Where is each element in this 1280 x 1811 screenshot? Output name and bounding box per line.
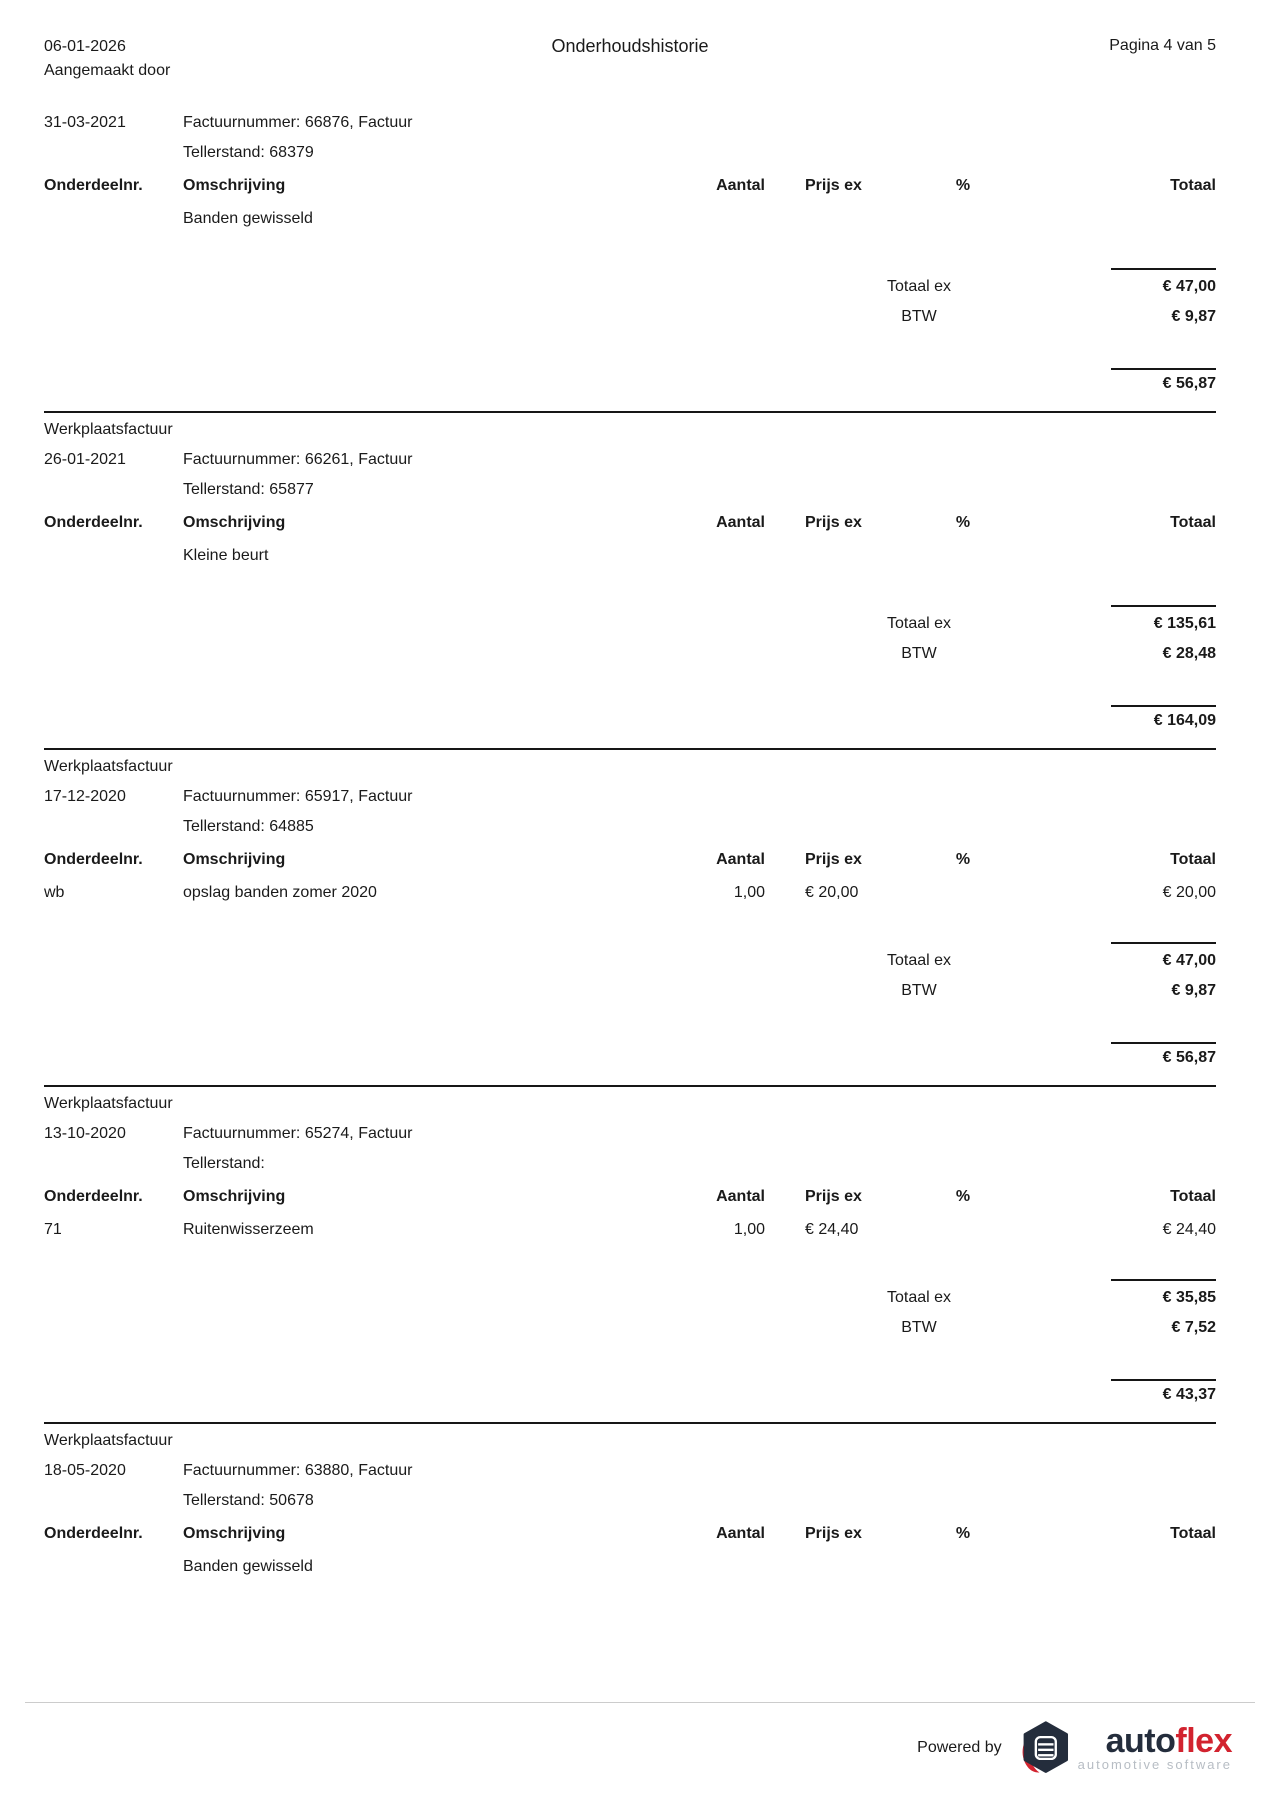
- table-header-row: [44, 1179, 1216, 1215]
- page-title: Onderhoudshistorie: [551, 36, 709, 56]
- brand-tagline: automotive software: [1077, 1756, 1232, 1772]
- col-onderdeelnr: Onderdeelnr.: [44, 1188, 143, 1205]
- btw-row: [44, 1313, 1216, 1343]
- col-omschrijving: Omschrijving: [183, 851, 286, 868]
- col-pct: %: [955, 177, 971, 194]
- invoice-block: [44, 748, 1216, 1085]
- item-aantal: [600, 204, 765, 234]
- invoice-block: [44, 1085, 1216, 1422]
- table-row: [44, 1215, 1216, 1245]
- col-totaal: Totaal: [1170, 514, 1216, 531]
- btw-row: [44, 976, 1216, 1006]
- total-ex-row: [44, 1283, 1216, 1313]
- item-prijs-ex: [765, 1552, 893, 1582]
- grand-total-row: [44, 1381, 1216, 1409]
- btw-amount: € 9,87: [1171, 982, 1216, 999]
- item-omschrijving: Ruitenwisserzeem: [183, 1221, 314, 1238]
- invoice-date: 31-03-2021: [44, 114, 126, 131]
- col-totaal: Totaal: [1170, 177, 1216, 194]
- invoice-number-line: Factuurnummer: 65274, Factuur: [183, 1125, 413, 1142]
- table-header-row: [44, 1516, 1216, 1552]
- item-aantal: [600, 541, 765, 571]
- item-prijs-ex: [765, 541, 893, 571]
- invoice-meta-row: [44, 812, 1216, 842]
- odometer-line: Tellerstand: 64885: [183, 818, 314, 835]
- col-prijs-ex: Prijs ex: [805, 851, 862, 868]
- col-aantal: Aantal: [716, 851, 765, 868]
- item-totaal: [1033, 541, 1216, 571]
- total-ex-amount: € 135,61: [1153, 615, 1216, 632]
- item-onderdeelnr: 71: [44, 1221, 62, 1238]
- col-totaal: Totaal: [1170, 1525, 1216, 1542]
- col-omschrijving: Omschrijving: [183, 1525, 286, 1542]
- werkplaatsfactuur-label: Werkplaatsfactuur: [44, 758, 173, 775]
- invoice-meta-row: [44, 782, 1216, 812]
- btw-label: BTW: [901, 645, 937, 662]
- odometer-line: Tellerstand: 50678: [183, 1492, 314, 1509]
- item-pct: [893, 541, 1033, 571]
- brand-wordmark: [1105, 1721, 1232, 1760]
- item-pct: [893, 878, 1033, 908]
- invoice-meta-row: [44, 108, 1216, 138]
- total-ex-label: Totaal ex: [886, 952, 952, 969]
- werkplaatsfactuur-label: Werkplaatsfactuur: [44, 1095, 173, 1112]
- invoice-meta-row: [44, 1149, 1216, 1179]
- invoice-meta-row: [44, 1456, 1216, 1486]
- grand-total-amount: € 56,87: [1162, 375, 1216, 392]
- item-totaal: € 20,00: [1162, 884, 1216, 901]
- item-omschrijving: Kleine beurt: [183, 547, 269, 564]
- col-aantal: Aantal: [716, 177, 765, 194]
- invoice-number-line: Factuurnummer: 63880, Factuur: [183, 1462, 413, 1479]
- odometer-line: Tellerstand: 68379: [183, 144, 314, 161]
- col-onderdeelnr: Onderdeelnr.: [44, 177, 143, 194]
- item-pct: [893, 1552, 1033, 1582]
- table-row: [44, 1552, 1216, 1582]
- werkplaatsfactuur-label: Werkplaatsfactuur: [44, 421, 173, 438]
- col-totaal: Totaal: [1170, 1188, 1216, 1205]
- totals-divider: [1111, 1279, 1216, 1281]
- grand-total-amount: € 43,37: [1162, 1386, 1216, 1403]
- col-onderdeelnr: Onderdeelnr.: [44, 514, 143, 531]
- col-prijs-ex: Prijs ex: [805, 1525, 862, 1542]
- btw-amount: € 7,52: [1171, 1319, 1216, 1336]
- totals-divider: [1111, 605, 1216, 607]
- invoice-number-line: Factuurnummer: 66261, Factuur: [183, 451, 413, 468]
- item-omschrijving: opslag banden zomer 2020: [183, 884, 377, 901]
- total-ex-amount: € 47,00: [1162, 952, 1216, 969]
- invoice-meta-row: [44, 1486, 1216, 1516]
- grand-total-row: [44, 370, 1216, 398]
- page-header: [44, 0, 1216, 106]
- col-omschrijving: Omschrijving: [183, 1188, 286, 1205]
- col-pct: %: [955, 851, 971, 868]
- col-aantal: Aantal: [716, 1525, 765, 1542]
- col-prijs-ex: Prijs ex: [805, 1188, 862, 1205]
- col-onderdeelnr: Onderdeelnr.: [44, 851, 143, 868]
- item-pct: [893, 204, 1033, 234]
- item-prijs-ex: € 20,00: [805, 884, 859, 901]
- autoflex-hexagon-icon: [1015, 1719, 1073, 1777]
- col-prijs-ex: Prijs ex: [805, 177, 862, 194]
- btw-label: BTW: [901, 982, 937, 999]
- item-prijs-ex: [765, 204, 893, 234]
- col-onderdeelnr: Onderdeelnr.: [44, 1525, 143, 1542]
- total-ex-label: Totaal ex: [886, 278, 952, 295]
- col-aantal: Aantal: [716, 1188, 765, 1205]
- total-ex-amount: € 35,85: [1162, 1289, 1216, 1306]
- invoice-meta-row: [44, 445, 1216, 475]
- table-row: [44, 204, 1216, 234]
- odometer-line: Tellerstand:: [183, 1155, 265, 1172]
- total-ex-label: Totaal ex: [886, 1289, 952, 1306]
- item-totaal: € 24,40: [1162, 1221, 1216, 1238]
- grand-total-row: [44, 1044, 1216, 1072]
- item-pct: [893, 1215, 1033, 1245]
- btw-row: [44, 302, 1216, 332]
- total-ex-label: Totaal ex: [886, 615, 952, 632]
- report-date: 06-01-2026: [44, 38, 126, 55]
- item-onderdeelnr: [44, 541, 183, 571]
- item-aantal: 1,00: [733, 1221, 765, 1238]
- invoice-number-line: Factuurnummer: 66876, Factuur: [183, 114, 413, 131]
- item-omschrijving: Banden gewisseld: [183, 210, 313, 227]
- grand-total-row: [44, 707, 1216, 735]
- item-aantal: [600, 1552, 765, 1582]
- invoice-block: [44, 411, 1216, 748]
- brand-flex: flex: [1175, 1721, 1232, 1760]
- table-row: [44, 541, 1216, 571]
- table-header-row: [44, 168, 1216, 204]
- btw-label: BTW: [901, 308, 937, 325]
- created-by-label: Aangemaakt door: [44, 62, 171, 79]
- odometer-line: Tellerstand: 65877: [183, 481, 314, 498]
- btw-label: BTW: [901, 1319, 937, 1336]
- col-prijs-ex: Prijs ex: [805, 514, 862, 531]
- table-header-row: [44, 842, 1216, 878]
- item-totaal: [1033, 204, 1216, 234]
- powered-by-label: Powered by: [917, 1739, 1002, 1756]
- table-row: [44, 878, 1216, 908]
- invoice-date: 17-12-2020: [44, 788, 126, 805]
- total-ex-row: [44, 946, 1216, 976]
- page-footer: [25, 1702, 1255, 1777]
- col-omschrijving: Omschrijving: [183, 177, 286, 194]
- col-pct: %: [955, 514, 971, 531]
- totals-divider: [1111, 268, 1216, 270]
- col-pct: %: [955, 1525, 971, 1542]
- col-omschrijving: Omschrijving: [183, 514, 286, 531]
- werkplaatsfactuur-label: Werkplaatsfactuur: [44, 1432, 173, 1449]
- invoice-date: 13-10-2020: [44, 1125, 126, 1142]
- col-aantal: Aantal: [716, 514, 765, 531]
- item-prijs-ex: € 24,40: [805, 1221, 859, 1238]
- page-number: Pagina 4 van 5: [1109, 37, 1216, 54]
- item-onderdeelnr: [44, 204, 183, 234]
- invoice-meta-row: [44, 475, 1216, 505]
- total-ex-row: [44, 272, 1216, 302]
- btw-row: [44, 639, 1216, 669]
- invoice-meta-row: [44, 138, 1216, 168]
- totals-divider: [1111, 942, 1216, 944]
- btw-amount: € 28,48: [1162, 645, 1216, 662]
- brand-auto: auto: [1105, 1721, 1176, 1760]
- item-onderdeelnr: [44, 1552, 183, 1582]
- item-aantal: 1,00: [733, 884, 765, 901]
- table-header-row: [44, 505, 1216, 541]
- grand-total-amount: € 56,87: [1162, 1049, 1216, 1066]
- btw-amount: € 9,87: [1171, 308, 1216, 325]
- invoice-block: [44, 108, 1216, 411]
- footer-divider: [25, 1702, 1255, 1703]
- invoice-meta-row: [44, 1119, 1216, 1149]
- item-onderdeelnr: wb: [44, 884, 65, 901]
- invoice-block: [44, 1422, 1216, 1595]
- grand-total-amount: € 164,09: [1153, 712, 1216, 729]
- col-pct: %: [955, 1188, 971, 1205]
- autoflex-logo: [1015, 1719, 1232, 1777]
- invoice-number-line: Factuurnummer: 65917, Factuur: [183, 788, 413, 805]
- invoice-date: 18-05-2020: [44, 1462, 126, 1479]
- total-ex-amount: € 47,00: [1162, 278, 1216, 295]
- item-omschrijving: Banden gewisseld: [183, 1558, 313, 1575]
- item-totaal: [1033, 1552, 1216, 1582]
- invoice-date: 26-01-2021: [44, 451, 126, 468]
- total-ex-row: [44, 609, 1216, 639]
- col-totaal: Totaal: [1170, 851, 1216, 868]
